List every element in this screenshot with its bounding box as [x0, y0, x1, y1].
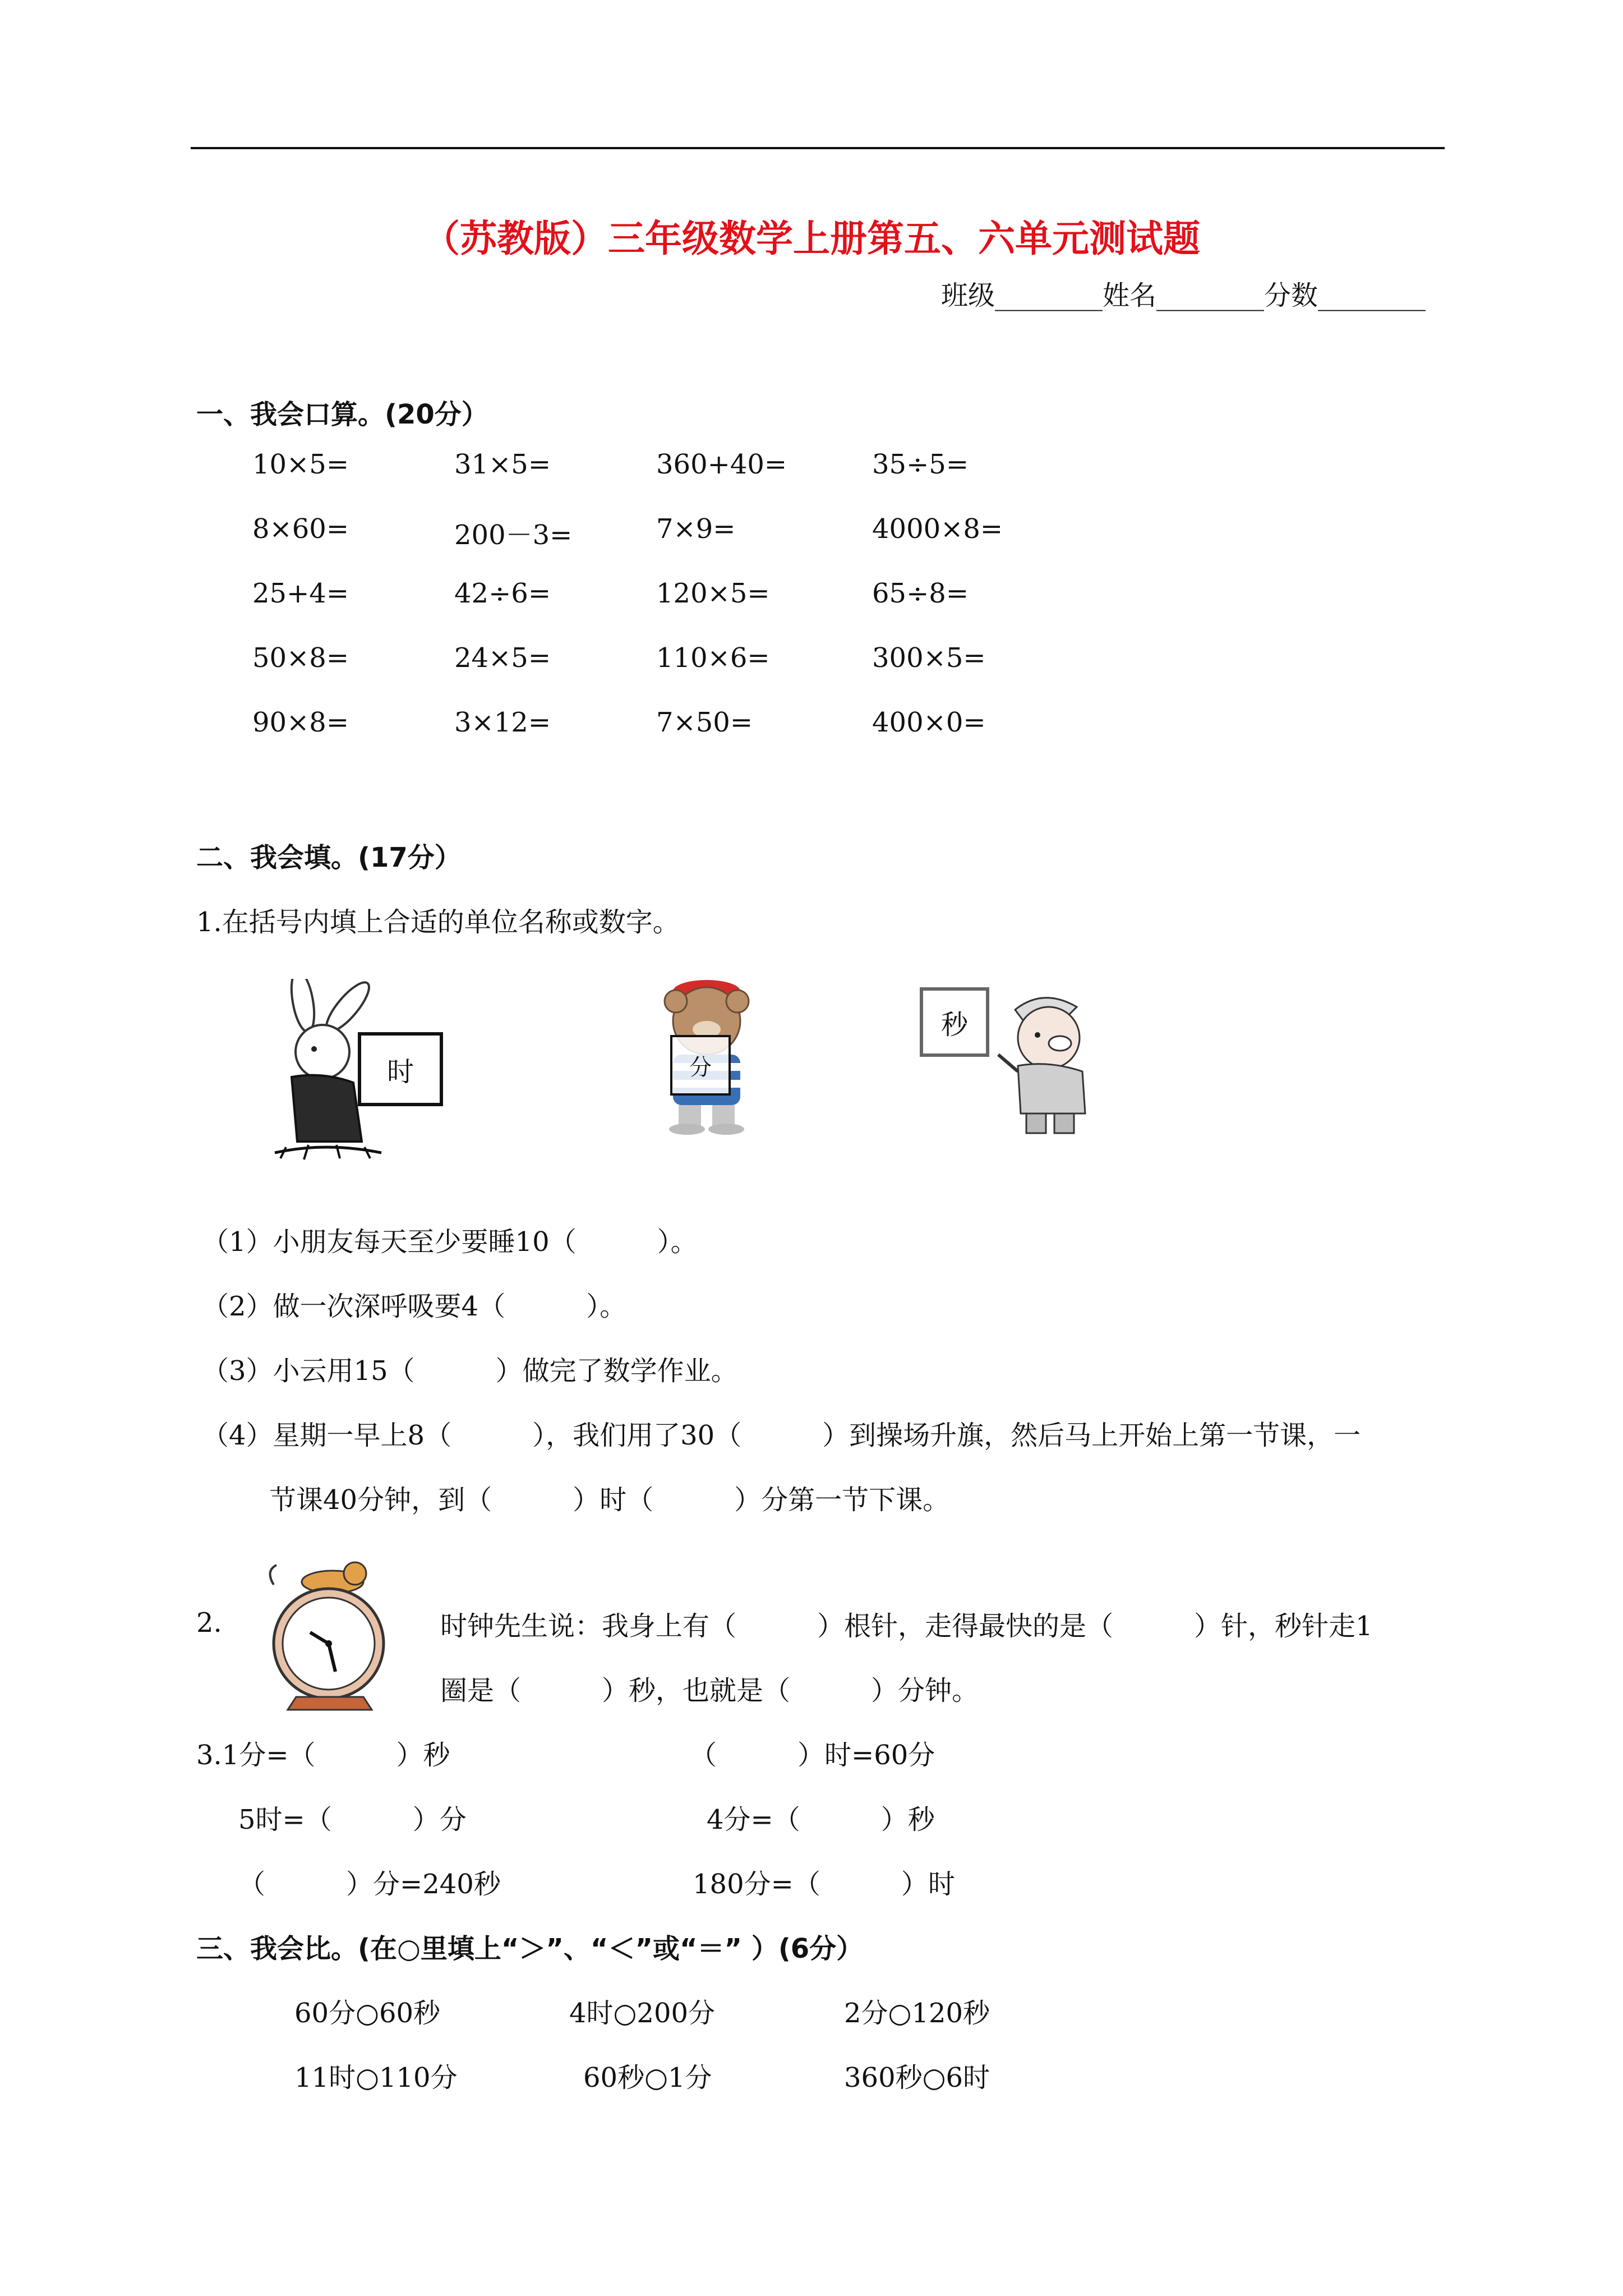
compare-item: 2分○120秒 [844, 1998, 990, 2029]
problem: 4000×8= [872, 513, 1003, 545]
q1-intro: 1.在括号内填上合适的单位名称或数字。 [196, 907, 680, 938]
section-2-heading: 二、我会填。(17分） [196, 842, 462, 873]
compare-item: 60秒○1分 [583, 2062, 712, 2093]
problem: 7×9= [656, 513, 736, 545]
q1-item-3: （3）小云用15（ ）做完了数学作业。 [202, 1355, 738, 1387]
problem: 90×8= [252, 707, 349, 738]
problem: 300×5= [872, 642, 986, 674]
problem: 360+40= [656, 449, 787, 480]
compare-item: 60分○60秒 [294, 1998, 441, 2029]
problem: 42÷6= [454, 578, 551, 609]
page-title: （苏教版）三年级数学上册第五、六单元测试题 [423, 217, 1200, 260]
q2-number: 2. [196, 1607, 222, 1639]
label-box-hour: 时 [358, 1032, 443, 1106]
q1-item-2: （2）做一次深呼吸要4（ ）。 [202, 1291, 627, 1322]
problem: 65÷8= [872, 578, 969, 609]
problem: 400×0= [872, 707, 986, 738]
problem: 50×8= [252, 642, 349, 674]
problem: 25+4= [252, 578, 349, 609]
section-3-heading: 三、我会比。(在○里填上“＞”、“＜”或“＝” ）(6分） [196, 1933, 864, 1964]
q2-line-2: 圈是（ ）秒，也就是（ ）分钟。 [440, 1675, 979, 1706]
compare-item: 360秒○6时 [844, 2062, 990, 2093]
label-box-second: 秒 [920, 987, 989, 1057]
q3-row-2-right: 4分=（ ）秒 [707, 1804, 935, 1835]
q1-item-4: （4）星期一早上8（ ），我们用了30（ ）到操场升旗，然后马上开始上第一节课，一 [202, 1420, 1361, 1451]
q3-row-2-left: 5时=（ ）分 [238, 1804, 467, 1835]
q3-row-1-left: 3.1分=（ ）秒 [196, 1740, 450, 1771]
q3-row-3-left: （ ）分=240秒 [238, 1869, 501, 1900]
top-rule [191, 147, 1445, 149]
problem: 35÷5= [872, 449, 969, 480]
clock-illustration [262, 1559, 397, 1711]
section-1-heading: 一、我会口算。(20分） [196, 399, 488, 430]
q1-item-1: （1）小朋友每天至少要睡10（ ）。 [202, 1226, 698, 1258]
q1-item-4-continued: 节课40分钟，到（ ）时（ ）分第一节下课。 [269, 1484, 950, 1516]
compare-item: 4时○200分 [569, 1998, 716, 2029]
problem: 8×60= [252, 513, 349, 545]
label-box-minute: 分 [670, 1035, 731, 1096]
compare-item: 11时○110分 [294, 2062, 458, 2093]
problem: 200－3= [454, 519, 573, 551]
problem: 10×5= [252, 449, 349, 480]
pig-illustration [993, 987, 1122, 1139]
problem: 120×5= [656, 578, 770, 609]
q3-row-1-right: （ ）时=60分 [690, 1740, 935, 1771]
problem: 3×12= [454, 707, 551, 738]
problem: 24×5= [454, 642, 551, 674]
problem: 31×5= [454, 449, 551, 480]
problem: 110×6= [656, 642, 770, 674]
student-info-line: 班级________姓名________分数________ [940, 280, 1426, 311]
q2-line-1: 时钟先生说：我身上有（ ）根针，走得最快的是（ ）针，秒针走1 [440, 1611, 1373, 1642]
q3-row-3-right: 180分=（ ）时 [693, 1869, 955, 1900]
problem: 7×50= [656, 707, 753, 738]
